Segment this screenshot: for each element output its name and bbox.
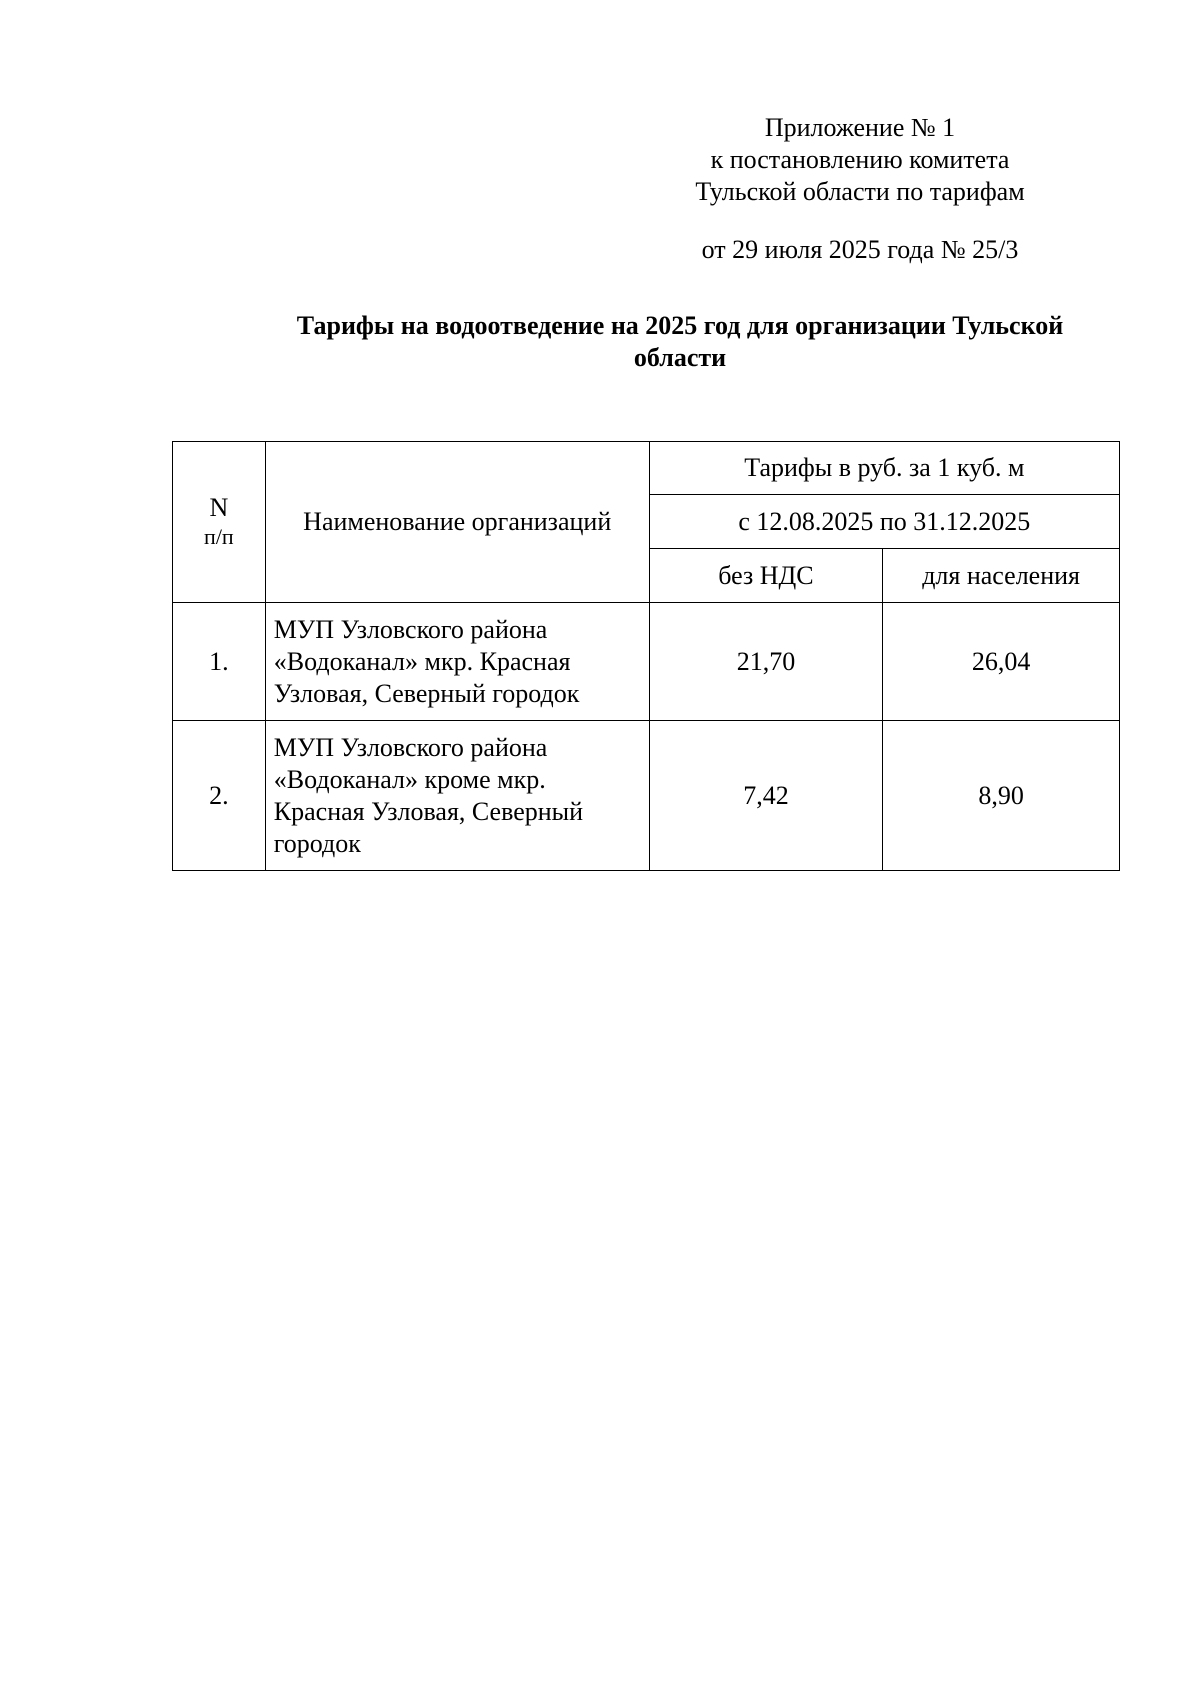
table-header-row — [173, 442, 1120, 495]
annex-block — [640, 112, 1080, 266]
header-name-cell: Наименование организаций — [265, 442, 649, 603]
row-number: 1. — [173, 603, 266, 721]
annex-line-3: Тульской области по тарифам — [695, 177, 1025, 206]
table-row — [173, 721, 1120, 871]
row-no-vat: 7,42 — [649, 721, 883, 871]
header-number-sub: п/п — [204, 524, 234, 549]
annex-line-2: к постановлению комитета — [710, 145, 1010, 174]
row-population: 8,90 — [883, 721, 1120, 871]
document-title: Тарифы на водоотведение на 2025 год для организации Тульской области — [296, 311, 1064, 372]
header-period: с 12.08.2025 по 31.12.2025 — [649, 495, 1119, 549]
header-tariffs: Тарифы в руб. за 1 куб. м — [649, 442, 1119, 495]
row-no-vat: 21,70 — [649, 603, 883, 721]
header-number: N — [209, 493, 229, 522]
annex-date: от 29 июля 2025 года № 25/3 — [701, 235, 1019, 264]
row-organization: МУП Узловского района «Водоканал» кроме мкр. Красная Узловая, Северный городок — [265, 721, 649, 871]
row-number: 2. — [173, 721, 266, 871]
header-population: для населения — [883, 549, 1120, 603]
tariffs-table — [172, 441, 1120, 871]
row-organization: МУП Узловского района «Водоканал» мкр. Красная Узловая, Северный городок — [265, 603, 649, 721]
row-population: 26,04 — [883, 603, 1120, 721]
table-row — [173, 603, 1120, 721]
header-number-cell — [173, 442, 266, 603]
header-no-vat: без НДС — [649, 549, 883, 603]
annex-line-1: Приложение № 1 — [764, 113, 956, 142]
